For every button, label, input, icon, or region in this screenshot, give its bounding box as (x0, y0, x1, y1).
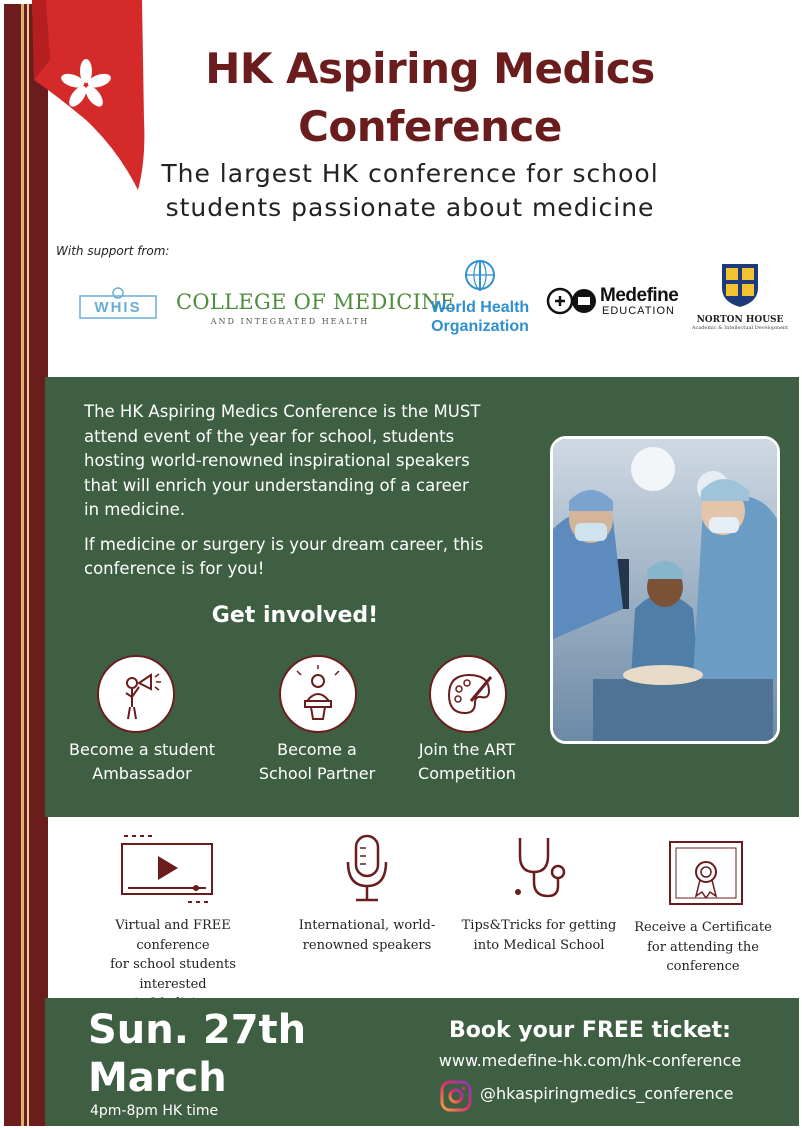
feature-speakers (282, 916, 452, 955)
norton-house-name: NORTON HOUSE (696, 315, 784, 325)
involve-label-art (382, 738, 552, 786)
speaker-podium-icon (281, 657, 355, 731)
art-line-1: Join the ART (418, 740, 516, 759)
feature-tips-line-1: Tips&Tricks for getting (461, 918, 617, 933)
feature-speakers-line-2: renowned speakers (302, 937, 432, 953)
norton-house-logo (690, 262, 790, 331)
involve-label-ambassador (57, 738, 227, 786)
page-title (120, 40, 740, 156)
college-of-medicine-name: COLLEGE OF MEDICINE (176, 290, 456, 314)
instagram-icon[interactable] (440, 1080, 472, 1112)
title-line-1: HK Aspiring Medics (205, 44, 655, 93)
medefine-subtitle: EDUCATION (602, 305, 675, 317)
school-partner-icon-circle[interactable] (279, 655, 357, 733)
ambassador-line-1: Become a student (69, 740, 215, 759)
whis-logo-text: WHIS (94, 299, 142, 316)
medefine-emblem-icon (546, 287, 600, 317)
feature-certificate (618, 918, 788, 977)
feature-speakers-line-1: International, world- (298, 918, 436, 933)
book-ticket-heading: Book your FREE ticket: (449, 1018, 731, 1043)
college-of-medicine-subtitle: AND INTEGRATED HEALTH (210, 317, 370, 326)
feature-certificate-line-2: for attending the (647, 939, 759, 955)
left-gold-line (21, 4, 24, 1126)
event-time: 4pm-8pm HK time (90, 1103, 219, 1119)
feature-certificate-line-1: Receive a Certificate (634, 920, 772, 935)
feature-virtual-line-1: Virtual and FREE conference (115, 918, 231, 953)
art-line-2: Competition (418, 764, 516, 783)
medefine-logo (546, 285, 686, 319)
video-player-icon (118, 830, 218, 910)
subtitle-line-1: The largest HK conference for school (161, 159, 659, 188)
college-of-medicine-logo (176, 290, 456, 326)
event-date (88, 1006, 388, 1102)
feature-tips-line-2: into Medical School (473, 937, 605, 953)
norton-house-subtitle: Academic & Intellectual Development (691, 325, 789, 331)
who-line-2: Organization (431, 318, 529, 335)
support-label: With support from: (56, 244, 170, 258)
registration-link[interactable]: www.medefine-hk.com/hk-conference (438, 1051, 742, 1070)
feature-certificate-line-3: conference (666, 959, 740, 974)
subtitle (130, 157, 690, 225)
certificate-icon (666, 838, 746, 908)
medefine-name: Medefine (600, 285, 679, 306)
megaphone-person-icon (99, 657, 173, 731)
event-date-line-1: Sun. 27th (88, 1007, 307, 1053)
who-logo (428, 258, 532, 336)
school-partner-line-2: School Partner (258, 764, 376, 783)
school-partner-line-1: Become a (277, 740, 357, 759)
ambassador-line-2: Ambassador (92, 764, 192, 783)
event-date-line-2: March (88, 1055, 227, 1101)
who-emblem-icon (460, 258, 500, 294)
ambassador-icon-circle[interactable] (97, 655, 175, 733)
intro-text (84, 400, 484, 592)
stethoscope-icon (508, 832, 568, 906)
subtitle-line-2: students passionate about medicine (165, 193, 655, 222)
feature-tips (454, 916, 624, 955)
involve-label-school-partner (232, 738, 402, 786)
surgery-scene-image (553, 439, 777, 741)
intro-paragraph-1: The HK Aspiring Medics Conference is the MUST attend event of the year for school, students hosting world-renowned inspirational speakers that will enrich your understanding of a career in medicine. (84, 402, 481, 519)
who-line-1: World Health (430, 299, 530, 316)
intro-paragraph-2: If medicine or surgery is your dream career, this conference is for you! (84, 534, 484, 578)
norton-house-crest-icon (720, 262, 760, 308)
get-involved-heading: Get involved! (211, 603, 379, 628)
microphone-icon (342, 832, 392, 906)
art-competition-icon-circle[interactable] (429, 655, 507, 733)
instagram-handle[interactable]: @hkaspiringmedics_conference (480, 1084, 734, 1103)
art-palette-icon (431, 657, 505, 731)
title-line-2: Conference (298, 102, 562, 151)
feature-virtual-line-2: for school students interested (110, 957, 236, 992)
surgery-photo (550, 436, 780, 744)
whis-logo (78, 286, 158, 324)
